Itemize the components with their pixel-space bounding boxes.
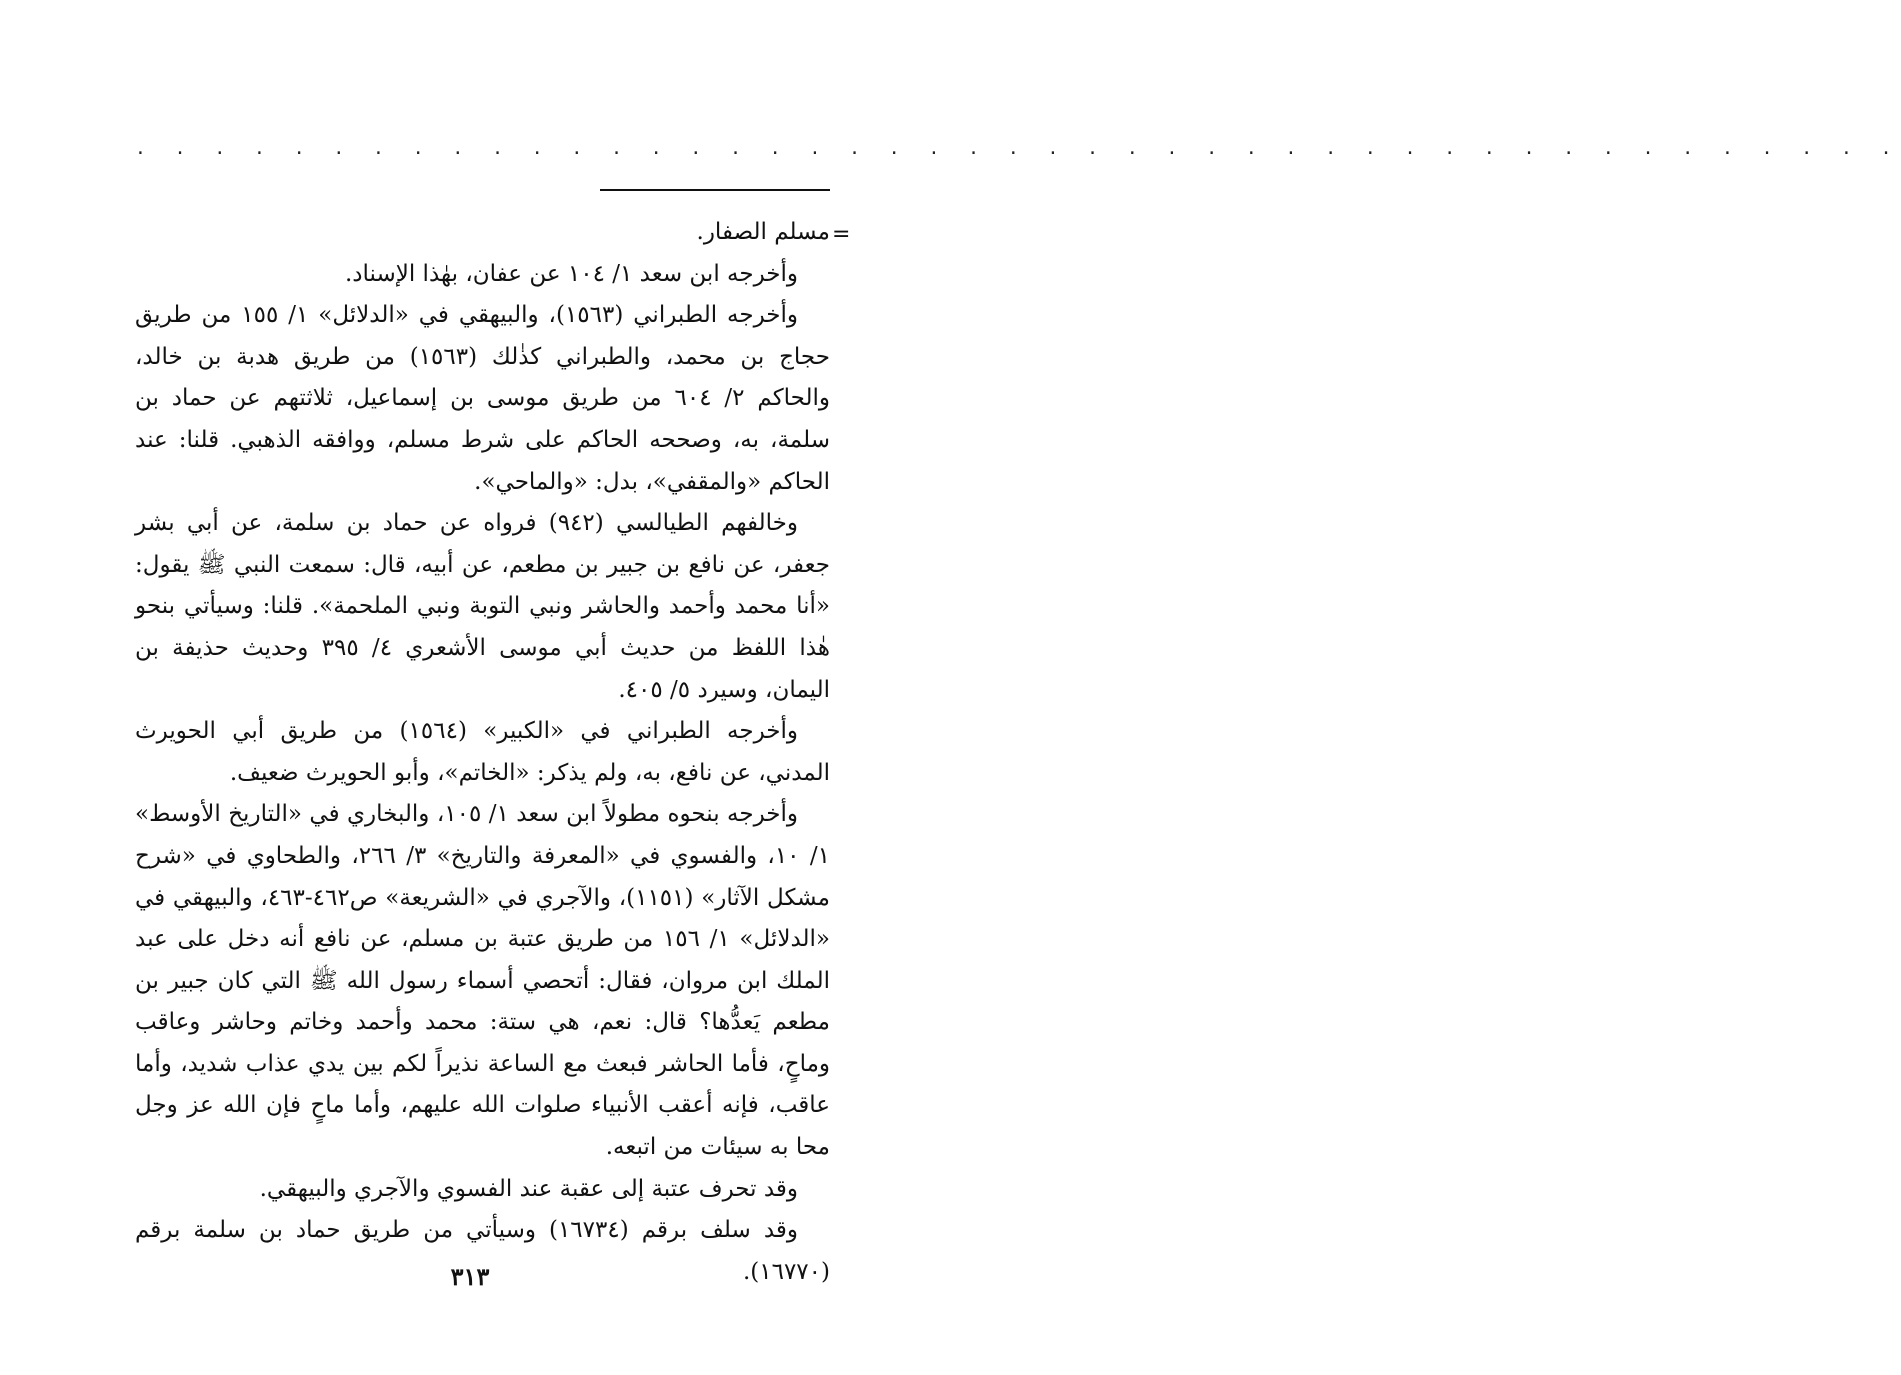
- footnote-rule: [600, 189, 830, 191]
- paragraph: وأخرجه بنحوه مطولاً ابن سعد ١/ ١٠٥، والبخاري في «التاريخ الأوسط» ١/ ١٠، والفسوي في «المعرفة والتاريخ» ٣/ ٢٦٦، والطحاوي في «شرح مشكل الآثار» (١١٥١)، والآجري في «الشريعة» ص٤٦٢-٤٦٣، والبيهقي في «الدلائل» ١/ ١٥٦ من طريق عتبة بن مسلم، عن نافع أنه دخل على عبد الملك ابن مروان، فقال: أتحصي أسماء رسول الله ﷺ التي كان جبير بن مطعم يَعدُّها؟ قال: نعم، هي ستة: محمد وأحمد وخاتم وحاشر وعاقب وماحٍ، فأما الحاشر فبعث مع الساعة نذيراً لكم بين يدي عذاب شديد، وأما عاقب، فإنه أعقب الأنبياء صلوات الله عليهم، وأما ماحٍ فإن الله عز وجل محا به سيئات من اتبعه.: [135, 801, 830, 1161]
- paragraph: وأخرجه الطبراني (١٥٦٣)، والبيهقي في «الدلائل» ١/ ١٥٥ من طريق حجاج بن محمد، والطبراني كذٰلك (١٥٦٣) من طريق هدبة بن خالد، والحاكم ٢/ ٦٠٤ من طريق موسى بن إسماعيل، ثلاثتهم عن حماد بن سلمة، به، وصححه الحاكم على شرط مسلم، ووافقه الذهبي. قلنا: عند الحاكم «والمقفي»، بدل: «والماحي».: [135, 302, 831, 495]
- paragraph: وخالفهم الطيالسي (٩٤٢) فرواه عن حماد بن سلمة، عن أبي بشر جعفر، عن نافع بن جبير بن مطعم، عن أبيه، قال: سمعت النبي ﷺ يقول: «أنا محمد وأحمد والحاشر ونبي التوبة ونبي الملحمة». قلنا: وسيأتي بنحو هٰذا اللفظ من حديث أبي موسى الأشعري ٤/ ٣٩٥ وحديث حذيفة بن اليمان، وسيرد ٥/ ٤٠٥.: [135, 510, 830, 703]
- dotted-separator: . . . . . . . . . . . . . . . . . . . . . . . . . . . . . . . . . . . . . . . . . . . . .: [135, 138, 1901, 159]
- paragraph: وأخرجه الطبراني في «الكبير» (١٥٦٤) من طريق أبي الحويرث المدني، عن نافع، به، ولم يذكر: «الخاتم»، وأبو الحويرث ضعيف.: [135, 718, 830, 786]
- paragraph: وأخرجه ابن سعد ١/ ١٠٤ عن عفان، بهٰذا الإسناد.: [344, 260, 798, 287]
- paragraph: وقد تحرف عتبة إلى عقبة عند الفسوي والآجري والبيهقي.: [259, 1175, 798, 1202]
- footnote-text: [135, 212, 830, 1293]
- paragraph: مسلم الصفار.: [696, 219, 830, 245]
- continuation-mark: =: [832, 222, 851, 247]
- paragraph: وقد سلف برقم (١٦٧٣٤) وسيأتي من طريق حماد بن سلمة برقم (١٦٧٧٠).: [135, 1217, 830, 1285]
- page-number: ٣١٣: [450, 1262, 490, 1291]
